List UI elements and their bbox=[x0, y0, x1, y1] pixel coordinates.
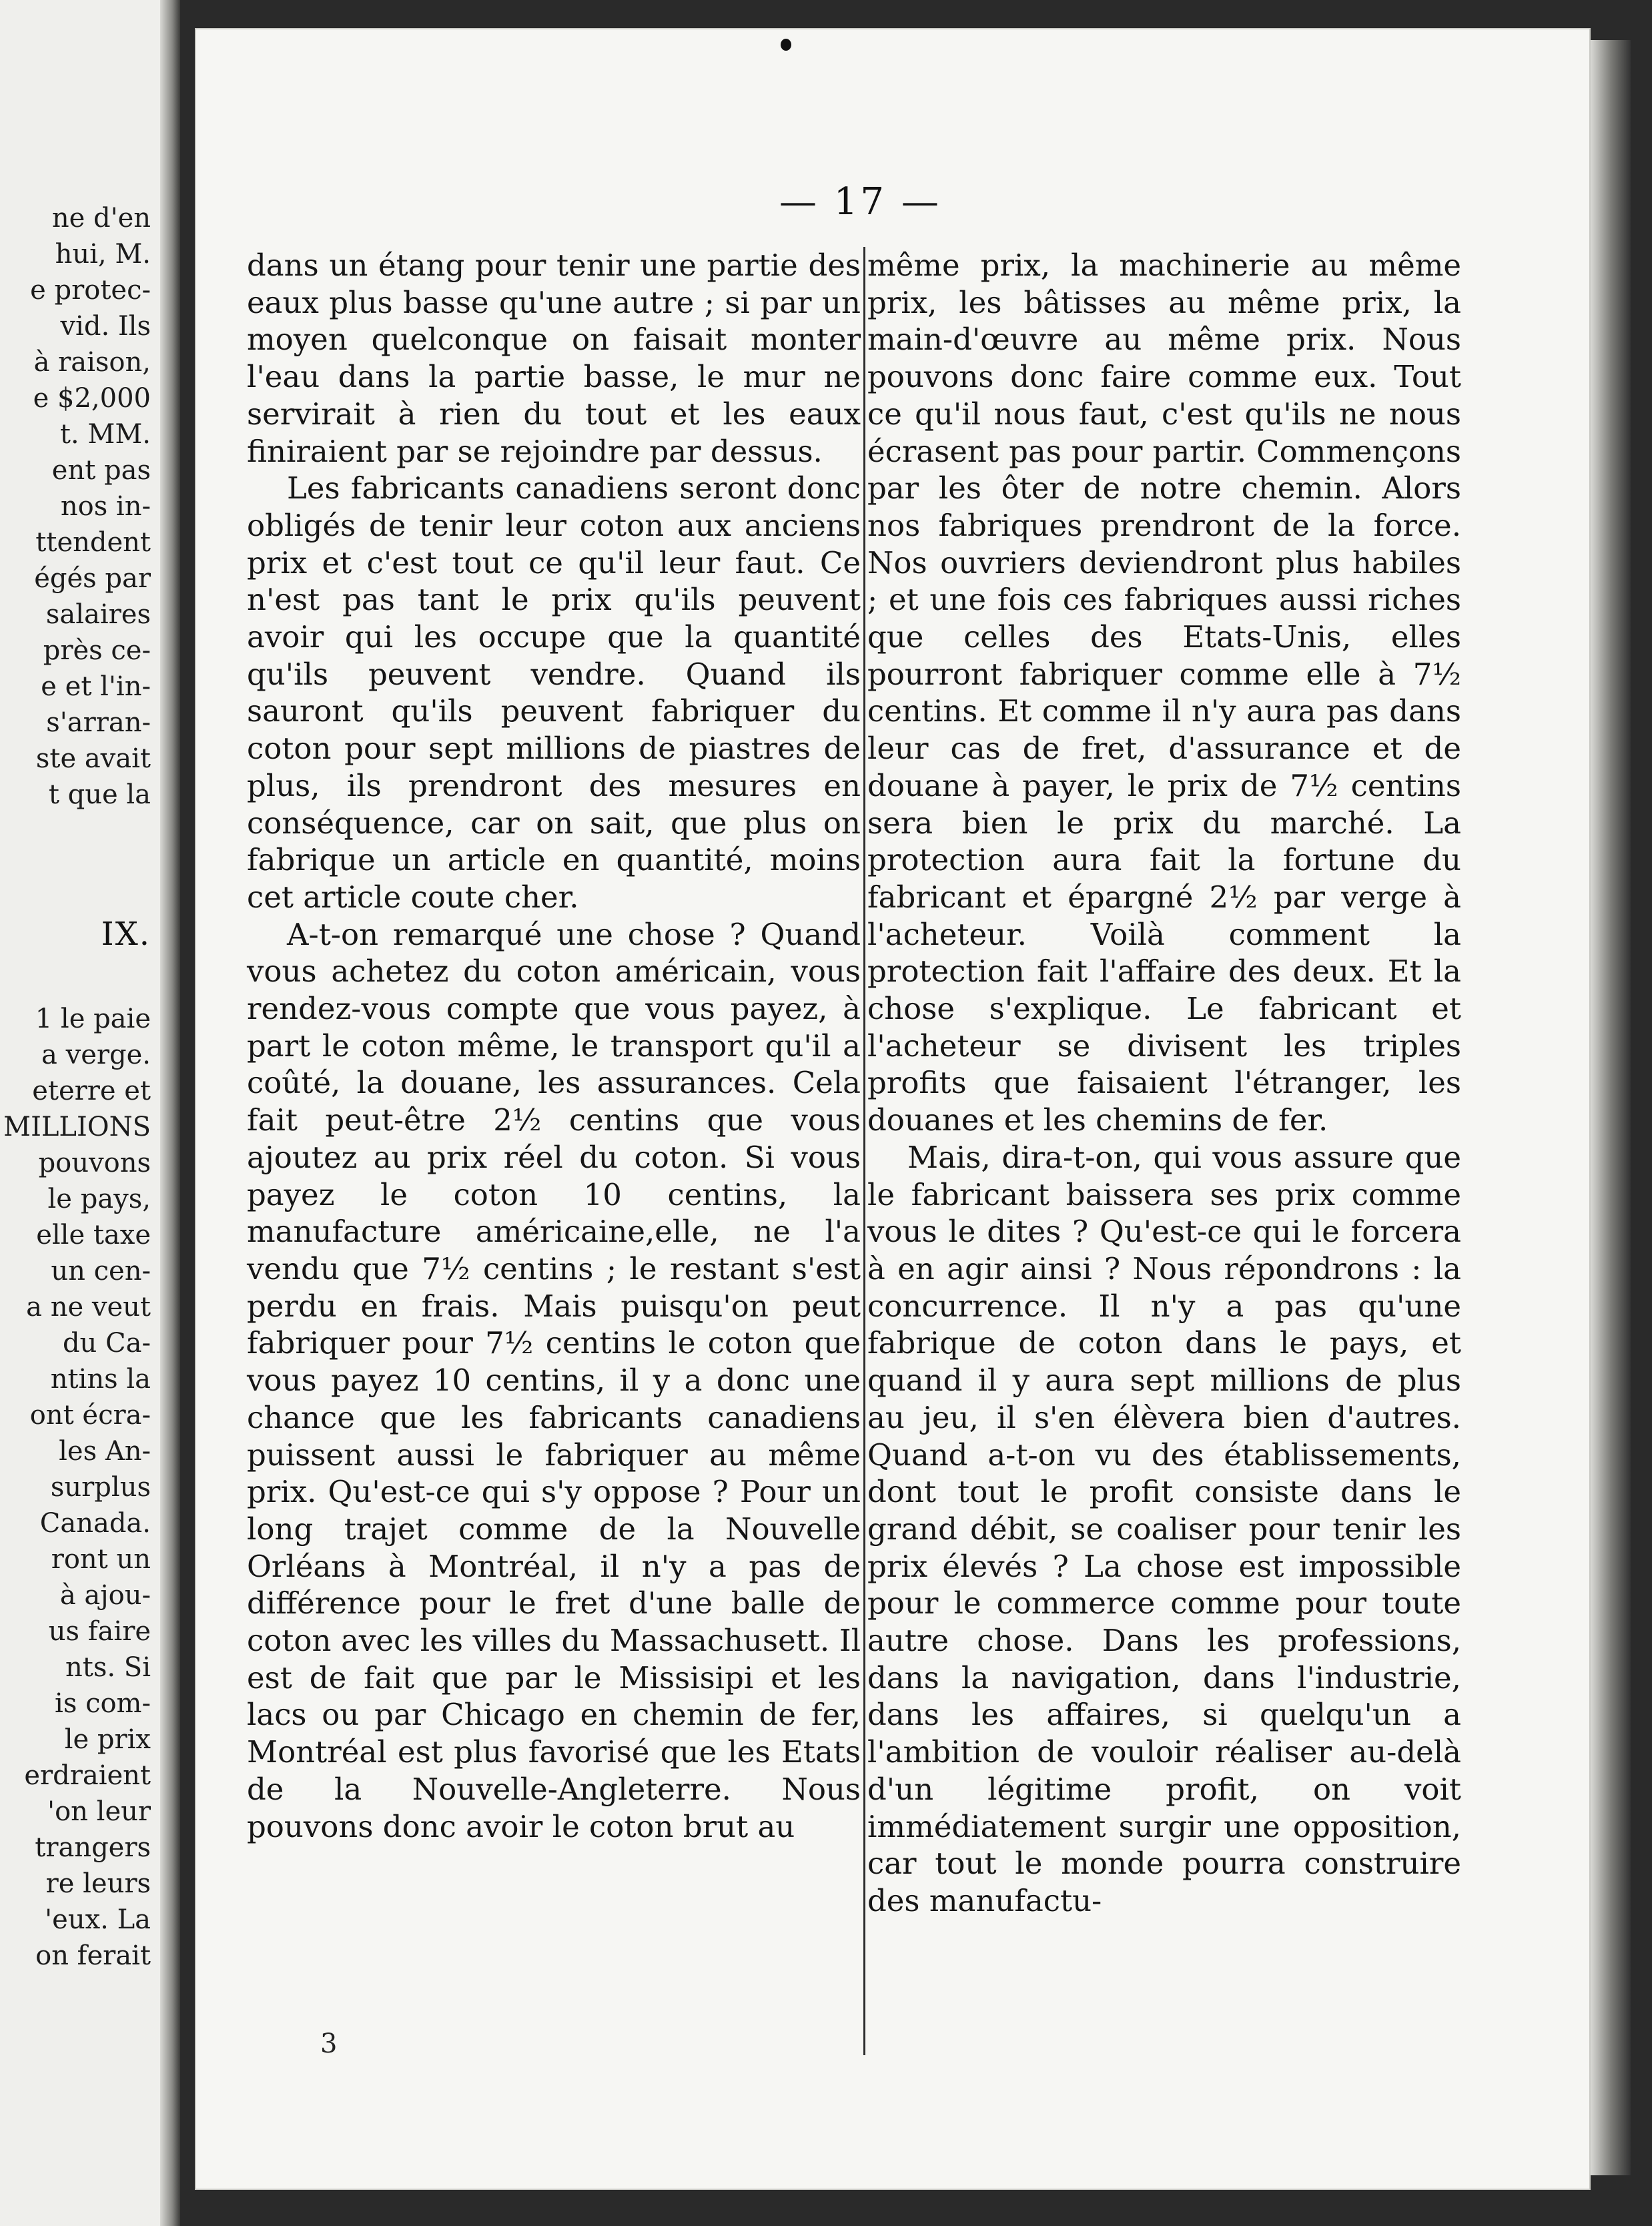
left-page-line: nts. Si bbox=[65, 1652, 151, 1683]
left-page-line: Canada. bbox=[39, 1508, 151, 1539]
left-page-line: 'eux. La bbox=[45, 1904, 151, 1935]
left-page-line: un cen- bbox=[51, 1256, 151, 1286]
left-page-fragment bbox=[0, 0, 180, 2226]
paragraph: dans un étang pour tenir une partie des eaux plus basse qu'une autre ; si par un moyen quelconque on faisait monter l'eau dans la partie basse, le mur ne servirait à rien du tout et les eaux finiraient par se rejoindre par dessus. bbox=[247, 248, 861, 469]
left-page-line: s'arran- bbox=[46, 707, 151, 738]
left-page-text-bottom bbox=[0, 1001, 151, 1974]
left-page-line: t. MM. bbox=[59, 419, 151, 450]
left-page-line: du Ca- bbox=[62, 1328, 151, 1359]
left-page-line: e et l'in- bbox=[41, 671, 151, 702]
left-page-line: is com- bbox=[55, 1688, 151, 1719]
book-gutter bbox=[160, 0, 180, 2226]
left-page-line: us faire bbox=[48, 1616, 151, 1647]
left-page-line: salaires bbox=[45, 599, 151, 630]
left-page-line: ntins la bbox=[50, 1364, 151, 1395]
left-page-line: près ce- bbox=[43, 635, 151, 666]
paragraph: A-t-on remarqué une chose ? Quand vous achetez du coton américain, vous rendez-vous compte que vous payez, à part le coton même, le transport qu'il a coûté, la douane, les assurances. Cela fait peut-être 2½ centins que vous ajoutez au prix réel du coton. Si vous payez le coton 10 centins, la manufacture américaine,elle, ne l'a vendu que 7½ centins ; le restant s'est perdu en frais. Mais puisqu'on peut fabriquer pour 7½ centins le coton que vous payez 10 centins, il y a donc une chance que les fabricants canadiens puissent aussi le fabriquer au même prix. Qu'est-ce qui s'y oppose ? Pour un long trajet comme de la Nouvelle Orléans à Montréal, il n'y a pas de différence pour le fret d'une balle de coton avec les villes du Massachusett. Il est de fait que par le Missisipi et les lacs ou par Chicago en chemin de fer, Montréal est plus favorisé que les Etats de la Nouvelle-Angleterre. Nous pouvons donc avoir le coton brut au bbox=[247, 916, 861, 1844]
left-page-line: ont écra- bbox=[29, 1400, 151, 1431]
left-page-line: le prix bbox=[64, 1724, 151, 1755]
paragraph: même prix, la machinerie au même prix, les bâtisses au même prix, la main-d'œuvre au même prix. Nous pouvons donc faire comme eux. Tout ce qu'il nous faut, c'est qu'ils ne nous écrasent pas pour partir. Commençons par les ôter de notre chemin. Alors nos fabriques prendront de la force. Nos ouvriers deviendront plus habiles ; et une fois ces fabriques aussi riches que celles des Etats-Unis, elles pourront fabriquer comme elle à 7½ centins. Et comme il n'y aura pas dans leur cas de fret, d'assurance et de douane à payer, le prix de 7½ centins sera bien le prix du marché. La protection aura fait la fortune du fabricant et épargné 2½ par verge à l'acheteur. Voilà comment la protection fait l'affaire des deux. Et la chose s'explique. Le fabricant et l'acheteur se divisent les triples profits que faisaient l'étranger, les douanes et les chemins de fer. bbox=[867, 248, 1461, 1138]
left-page-line: a ne veut bbox=[26, 1292, 151, 1323]
page-number: — 17 — bbox=[779, 180, 941, 224]
left-page-line: e $2,000 bbox=[33, 383, 151, 414]
left-page-line: à raison, bbox=[33, 347, 151, 378]
ink-dot bbox=[781, 39, 791, 51]
left-page-line: erdraient bbox=[24, 1760, 151, 1791]
left-page-line: les An- bbox=[59, 1436, 151, 1467]
left-page-line: on ferait bbox=[35, 1940, 151, 1971]
left-page-line: à ajou- bbox=[59, 1580, 151, 1611]
left-page-line: vid. Ils bbox=[60, 311, 151, 342]
left-page-line: elle taxe bbox=[36, 1220, 151, 1250]
left-page-line: le pays, bbox=[47, 1184, 151, 1214]
column-divider bbox=[863, 247, 865, 2055]
left-page-line: ne d'en bbox=[51, 203, 151, 234]
left-page-line: nos in- bbox=[60, 491, 151, 522]
text-column-right bbox=[867, 247, 1461, 1920]
left-page-line: 'on leur bbox=[47, 1796, 151, 1827]
left-page-line: ste avait bbox=[35, 743, 151, 774]
left-page-line: égés par bbox=[34, 563, 151, 594]
left-page-text-top bbox=[0, 200, 151, 813]
left-page-line: ent pas bbox=[51, 455, 151, 486]
left-page-line: ront un bbox=[51, 1544, 151, 1575]
left-page-line: t que la bbox=[48, 779, 151, 810]
paragraph: Mais, dira-t-on, qui vous assure que le fabricant baissera ses prix comme vous le dites ? Qu'est-ce qui le forcera à en agir ainsi ? Nous répondrons : la concurrence. Il n'y a pas qu'une fabrique de coton dans le pays, et quand il y aura sept millions de plus au jeu, il s'en élèvera bien d'autres. Quand a-t-on vu des établissements, dont tout le profit consiste dans le grand débit, se coaliser pour tenir les prix élevés ? La chose est impossible pour le commerce comme pour toute autre chose. Dans les professions, dans la navigation, dans l'industrie, dans les affaires, si quelqu'un a l'ambition de vouloir réaliser au-delà d'un légitime profit, on voit immédiatement surgir une opposition, car tout le monde pourra construire des manufactu- bbox=[867, 1139, 1461, 1918]
page-edge bbox=[1591, 40, 1631, 2175]
left-page-line: re leurs bbox=[45, 1868, 151, 1899]
left-page-line: MILLIONS bbox=[3, 1112, 151, 1142]
left-page-line: 1 le paie bbox=[35, 1004, 151, 1034]
left-page-line: a verge. bbox=[41, 1040, 151, 1070]
left-page-line: ttendent bbox=[35, 527, 151, 558]
left-page-line: eterre et bbox=[32, 1076, 151, 1106]
paragraph: Les fabricants canadiens seront donc obligés de tenir leur coton aux anciens prix et c'est tout ce qu'il leur faut. Ce n'est pas tant le prix qu'ils peuvent avoir qui les occupe que la quantité qu'ils peuvent vendre. Quand ils sauront qu'ils peuvent fabriquer du coton pour sept millions de piastres de plus, ils prendront des mesures en conséquence, car on sait, que plus on fabrique un article en quantité, moins cet article coute cher. bbox=[247, 470, 861, 915]
left-page-line: hui, M. bbox=[55, 239, 151, 270]
left-page-line: pouvons bbox=[38, 1148, 151, 1178]
left-page-line: trangers bbox=[35, 1832, 151, 1863]
signature-mark: 3 bbox=[320, 2028, 338, 2059]
left-page-line: surplus bbox=[50, 1472, 151, 1503]
text-column-left bbox=[247, 247, 861, 1845]
left-page-heading: IX. bbox=[101, 915, 151, 953]
left-page-line: e protec- bbox=[30, 275, 151, 306]
